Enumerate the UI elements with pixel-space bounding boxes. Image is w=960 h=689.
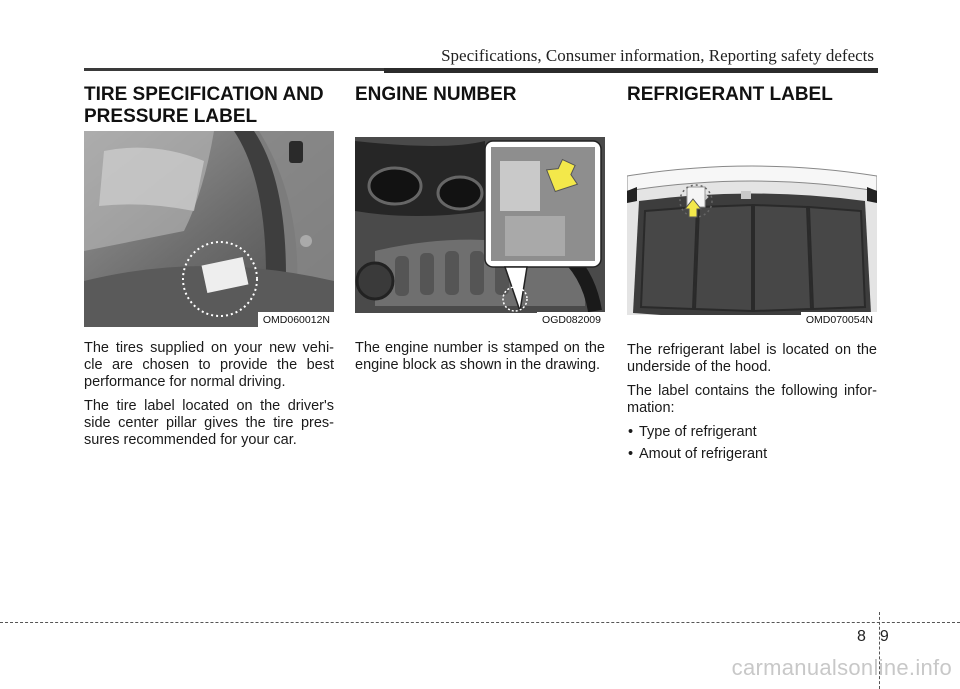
bullet-list — [627, 424, 877, 463]
section-heading: TIRE SPECIFICATION AND PRESSURE LABEL — [84, 84, 324, 127]
section-engine-number — [355, 84, 605, 373]
figure-label: OMD070054N — [801, 312, 877, 327]
section-heading: REFRIGERANT LABEL — [627, 84, 833, 105]
footer-dashed-rule — [0, 622, 960, 623]
engine-number-figure — [355, 131, 605, 327]
running-header-title: Specifications, Consumer information, Reporting safety defects — [441, 46, 874, 65]
paragraph: The engine number is stamped on the engine block as shown in the drawing. — [355, 340, 605, 373]
section-body — [627, 342, 877, 468]
section-tire-label — [84, 84, 334, 448]
list-item: • Type of refrigerant — [627, 424, 877, 441]
refrigerant-label-figure — [627, 131, 877, 327]
list-item: • Amout of refrigerant — [627, 446, 877, 463]
paragraph: The tires supplied on your new vehi-cle are chosen to provide the best performance for normal driving. — [84, 340, 334, 390]
section-body — [84, 340, 334, 456]
paragraph: The refrigerant label is located on the underside of the hood. — [627, 342, 877, 375]
figure-label: OMD060012N — [258, 312, 334, 327]
page-number: 89 — [857, 628, 903, 645]
section-heading: ENGINE NUMBER — [355, 84, 517, 105]
figure-label: OGD082009 — [537, 312, 605, 327]
tire-label-figure — [84, 131, 334, 327]
section-body — [355, 340, 605, 381]
section-refrigerant-label — [627, 84, 877, 462]
paragraph: The label contains the following infor-mation: — [627, 383, 877, 416]
watermark: carmanualsonline.info — [731, 655, 952, 680]
paragraph: The tire label located on the driver's side center pillar gives the tire pres-sures recommended for your car. — [84, 398, 334, 448]
header-rule — [84, 68, 878, 71]
